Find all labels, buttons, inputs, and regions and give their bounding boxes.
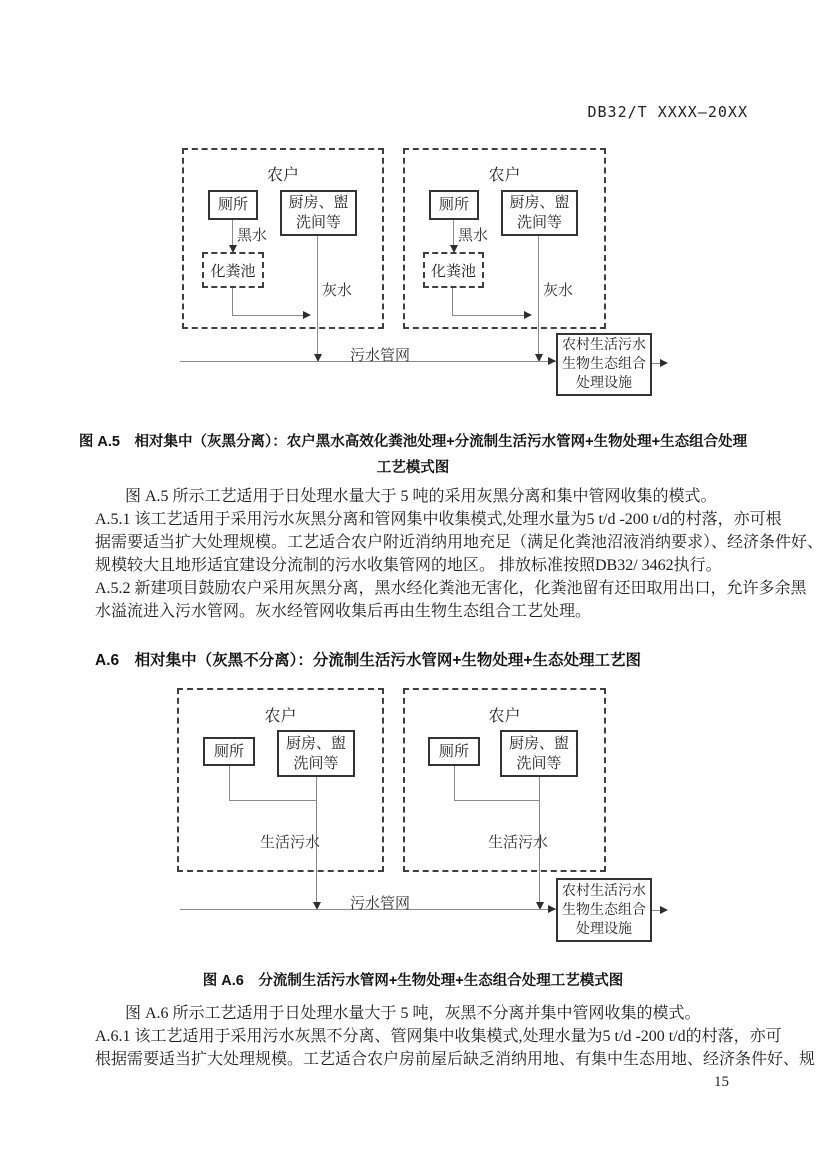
grey-water-label: 灰水: [543, 283, 574, 299]
flow-line: [454, 800, 540, 801]
household-cell: [403, 148, 606, 329]
flow-line: [538, 236, 539, 358]
flow-arrow-right: [303, 311, 311, 319]
household-label: 农户: [488, 708, 521, 725]
toilet-box: 厕所: [428, 737, 480, 766]
flow-line: [232, 315, 308, 316]
domestic-sewage-label: 生活污水: [260, 835, 321, 851]
facility-line: 处理设施: [576, 921, 632, 937]
kitchen-box: 厨房、盥洗间等: [280, 190, 357, 236]
flow-arrow-right: [548, 905, 556, 913]
household-label: 农户: [488, 167, 521, 184]
flow-arrow-right: [548, 357, 556, 365]
facility-line: 生物生态组合: [562, 357, 646, 372]
body-line: A.5.1 该工艺适用于采用污水灰黑分离和管网集中收集模式,处理水量为5 t/d -200 t/d的村落，亦可根: [95, 511, 782, 528]
page-number: 15: [714, 1074, 729, 1090]
body-line: 据需要适当扩大处理规模。工艺适合农户附近消纳用地充足（满足化粪池沼液消纳要求）、经济条件好、: [95, 534, 824, 551]
body-line: 根据需要适当扩大处理规模。工艺适合农户房前屋后缺乏消纳用地、有集中生态用地、经济条件好、规: [95, 1051, 816, 1068]
flow-line: [453, 220, 454, 248]
body-line: A.5.2 新建项目鼓励农户采用灰黑分离，黑水经化粪池无害化，化粪池留有还田取用出口，允许多余黑: [95, 580, 807, 597]
body-line: 图 A.5 所示工艺适用于日处理水量大于 5 吨的采用灰黑分离和集中管网收集的模式。: [125, 488, 717, 505]
toilet-box: 厕所: [429, 190, 479, 220]
pipe-network-label: 污水管网: [350, 896, 411, 912]
doc-code: DB32/T XXXX—20XX: [587, 103, 748, 121]
household-label: 农户: [266, 167, 299, 184]
facility-line: 农村生活污水: [562, 883, 646, 899]
kitchen-box: 厨房、盥洗间等: [501, 190, 578, 236]
flow-arrow-right: [524, 311, 532, 319]
facility-line: 处理设施: [576, 376, 632, 391]
flow-line: [229, 800, 317, 801]
toilet-box: 厕所: [208, 190, 258, 220]
body-line: A.6.1 该工艺适用于采用污水灰黑不分离、管网集中收集模式,处理水量为5 t/d -200 t/d的村落，亦可: [95, 1028, 782, 1045]
flow-line: [454, 766, 455, 801]
flow-line: [452, 288, 453, 315]
flow-line: [232, 220, 233, 248]
household-cell: [182, 148, 384, 329]
flow-line: [229, 766, 230, 801]
domestic-sewage-label: 生活污水: [488, 835, 549, 851]
kitchen-box: 厨房、盥洗间等: [277, 730, 355, 777]
pipe-network-label: 污水管网: [350, 348, 411, 364]
flow-line: [452, 315, 529, 316]
flow-arrow-right: [660, 359, 668, 367]
flow-arrow-right: [660, 906, 668, 914]
toilet-box: 厕所: [203, 737, 255, 766]
facility-line: 农村生活污水: [562, 338, 646, 353]
section-a6-heading: A.6 相对集中（灰黑不分离）：分流制生活污水管网+生物处理+生态处理工艺图: [95, 652, 641, 669]
facility-box: [556, 333, 652, 396]
kitchen-box: 厨房、盥洗间等: [500, 730, 578, 777]
flow-line: [317, 236, 318, 358]
household-label: 农户: [264, 708, 297, 725]
facility-box: [556, 878, 652, 942]
facility-line: 生物生态组合: [562, 902, 646, 918]
body-line: 水溢流进入污水管网。灰水经管网收集后再由生物生态组合工艺处理。: [95, 603, 592, 620]
septic-tank-box: 化粪池: [202, 252, 264, 288]
black-water-label: 黑水: [458, 228, 489, 244]
septic-tank-box: 化粪池: [423, 252, 484, 288]
flow-line: [232, 288, 233, 315]
grey-water-label: 灰水: [322, 283, 353, 299]
body-line: 图 A.6 所示工艺适用于日处理水量大于 5 吨，灰黑不分离并集中管网收集的模式。: [125, 1005, 701, 1022]
figure-a5-caption-line2: 工艺模式图: [376, 460, 450, 476]
figure-a6-caption: 图 A.6 分流制生活污水管网+生物处理+生态组合处理工艺模式图: [202, 973, 624, 989]
body-line: 规模较大且地形适宜建设分流制的污水收集管网的地区。 排放标准按照DB32/ 3462执行。: [95, 557, 722, 574]
black-water-label: 黑水: [237, 228, 268, 244]
figure-a5-caption-line1: 图 A.5 相对集中（灰黑分离）：农户黑水高效化粪池处理+分流制生活污水管网+生物处理+生态组合处理: [78, 434, 748, 450]
